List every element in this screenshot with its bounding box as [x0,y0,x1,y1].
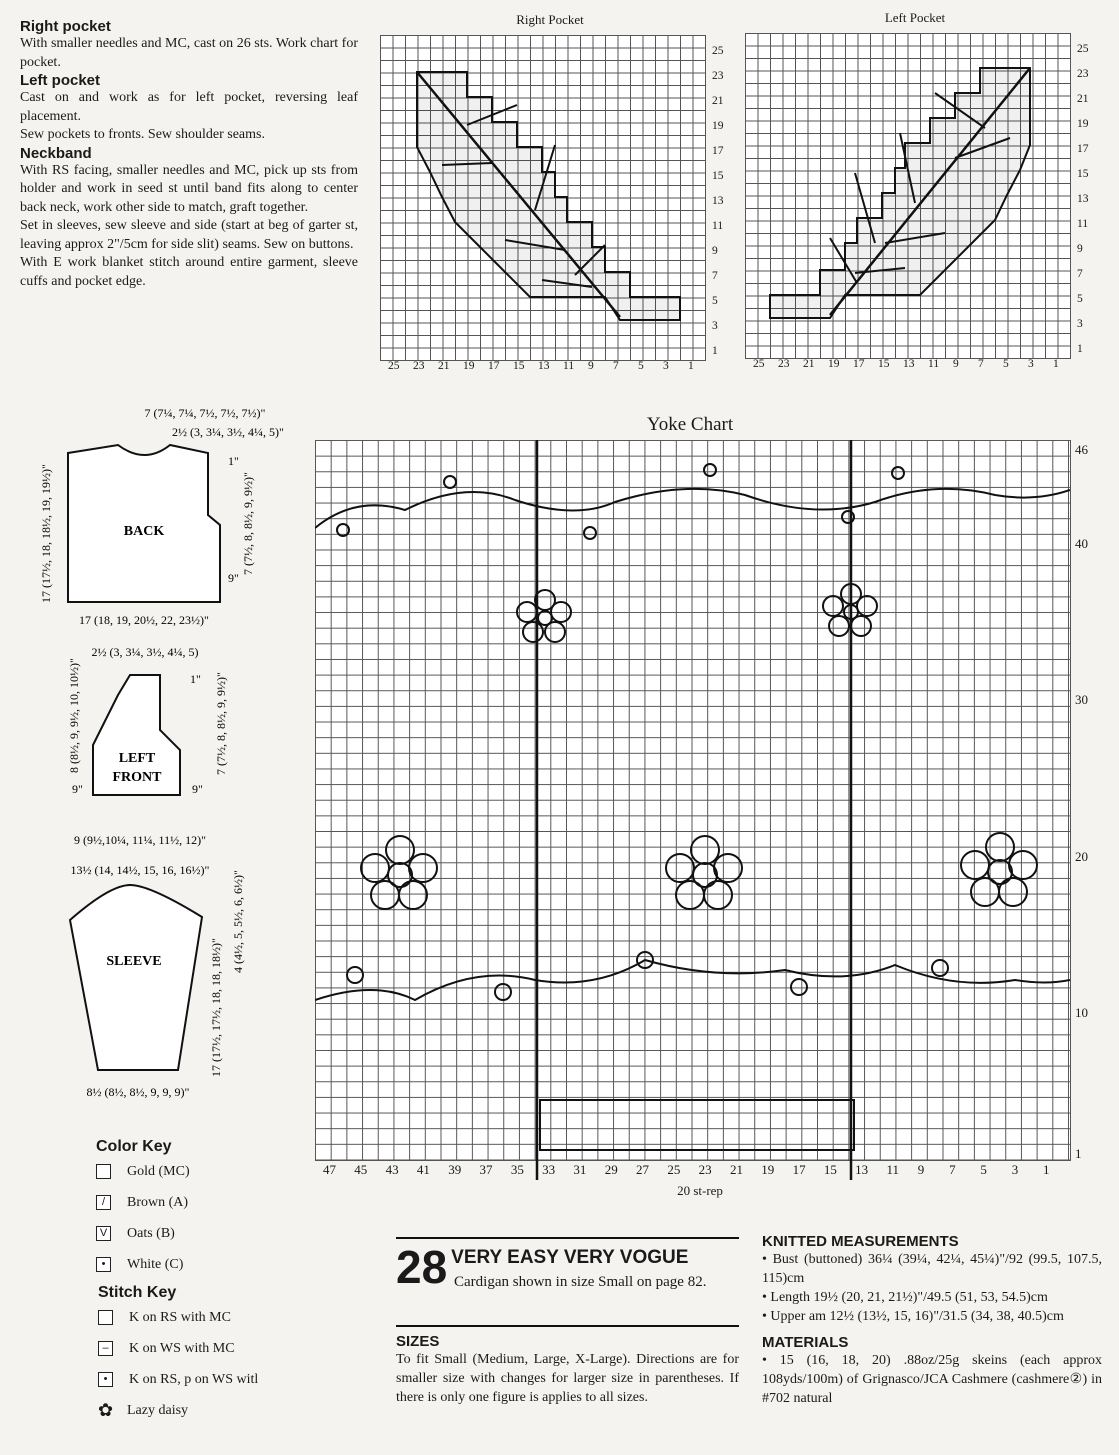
back-side: 9" [228,571,239,585]
col-label: 15 [878,358,890,370]
col-label: 7 [613,360,619,372]
col-label: 13 [903,358,915,370]
color-key-item [96,1187,336,1218]
col-label: 39 [448,1162,462,1177]
heading-right-pocket: Right pocket [20,18,111,35]
back-bottom-width: 17 (18, 19, 20½, 22, 23½)" [79,613,209,627]
col-label: 29 [604,1162,618,1177]
stitch-key-label: K on WS with MC [129,1340,235,1356]
col-label: 45 [354,1162,368,1177]
col-label: 9 [588,360,594,372]
col-label: 7 [978,358,984,370]
color-key-item [96,1249,336,1280]
swatch-gold [96,1164,111,1179]
stitch-key [98,1284,358,1426]
col-label: 5 [1003,358,1009,370]
col-label: 5 [980,1162,987,1177]
back-neck-width: 2½ (3, 3¼, 3½, 4¼, 5)" [172,425,284,439]
col-label: 47 [323,1162,336,1177]
front-bottom-width: 9 (9½,10¼, 11¼, 11½, 12)" [74,833,206,847]
yoke-row-labels [1073,440,1103,1170]
col-label: 25 [753,358,765,370]
col-label: 17 [488,360,500,372]
heading-left-pocket: Left pocket [20,72,101,89]
sizes-text: To fit Small (Medium, Large, X-Large). Directions are for smaller size with changes for larger size in parentheses. If there is only one figure is applies to all sizes. [396,1352,739,1405]
stitch-key-item [98,1364,358,1395]
left-pocket-leaf [745,33,1070,358]
swatch-oats: V [96,1226,111,1241]
color-key-label: Brown (A) [127,1194,189,1210]
col-label: 37 [479,1162,493,1177]
row-label: 5 [1077,293,1083,305]
row-label: 5 [712,295,718,307]
back-length: 17 (17½, 18, 18½, 19, 19½)" [39,464,53,603]
measurements-section [762,1233,1102,1408]
lazy-daisy-icon: ✿ [98,1400,114,1420]
left-pocket-chart [745,33,1070,358]
yoke-motifs [315,440,1070,1180]
row-label: 19 [712,120,724,132]
col-label: 33 [542,1162,556,1177]
col-label: 15 [823,1162,837,1177]
front-side-left: 9" [72,782,83,796]
sizes-section [396,1333,739,1407]
col-label: 31 [573,1162,587,1177]
row-label: 21 [712,95,724,107]
right-pocket-title: Right Pocket [516,12,584,27]
yoke-row-label: 20 [1075,848,1088,864]
left-pocket-col-labels [745,358,1075,374]
col-label: 19 [761,1162,775,1177]
col-label: 9 [953,358,959,370]
row-label: 1 [712,345,718,357]
row-label: 23 [712,70,724,82]
color-key-item [96,1218,336,1249]
sleeve-length: 17 (17½, 17½, 18, 18, 18½)" [209,938,223,1077]
sleeve-schematic [70,863,245,1099]
col-label: 41 [416,1162,430,1177]
col-label: 43 [385,1162,399,1177]
col-label: 19 [828,358,840,370]
col-label: 1 [1053,358,1059,370]
color-key [96,1138,336,1280]
left-pocket-title: Left Pocket [884,10,946,25]
stitch-key-label: Lazy daisy [127,1402,189,1418]
col-label: 21 [729,1162,743,1177]
pattern-rule-top [396,1237,739,1239]
back-neck-depth: 1" [228,454,239,468]
col-label: 19 [463,360,475,372]
back-label: BACK [123,524,165,539]
sleeve-label: SLEEVE [106,954,162,969]
sleeve-top-width: 13½ (14, 14½, 15, 16, 16½)" [70,863,210,877]
swatch-k-ws: – [98,1341,113,1356]
text-right-pocket: With smaller needles and MC, cast on 26 sts. Work chart for pocket. [20,36,358,70]
col-label: 23 [778,358,790,370]
col-label: 35 [510,1162,524,1177]
row-label: 15 [1077,168,1089,180]
front-label-1: LEFT [118,751,156,766]
row-label: 9 [1077,243,1083,255]
back-top-width: 7 (7¼, 7¼, 7½, 7½, 7½)" [144,406,266,420]
col-label: 17 [853,358,865,370]
instructions-column [20,18,358,291]
row-label: 17 [712,145,724,157]
front-shoulder: 2½ (3, 3¼, 3½, 4¼, 5) [91,645,199,659]
row-label: 21 [1077,93,1089,105]
row-label: 9 [712,245,718,257]
row-label: 25 [1077,43,1089,55]
sleeve-cap: 4 (4½, 5, 5½, 6, 6½)" [231,870,245,973]
swatch-k-rs [98,1310,113,1325]
col-label: 13 [538,360,550,372]
color-key-label: Oats (B) [127,1225,175,1241]
col-label: 23 [413,360,425,372]
stitch-key-label: K on RS with MC [129,1309,231,1325]
stitch-key-label: K on RS, p on WS witl [129,1371,259,1387]
color-key-title: Color Key [96,1138,172,1155]
pattern-header [396,1241,739,1293]
col-label: 3 [663,360,669,372]
right-pocket-col-labels [380,360,710,376]
heading-neckband: Neckband [20,144,92,162]
col-label: 25 [388,360,400,372]
stitch-key-item [98,1302,358,1333]
col-label: 5 [638,360,644,372]
swatch-k-rs-p-ws: • [98,1372,113,1387]
col-label: 3 [1028,358,1034,370]
right-pocket-row-labels [708,35,738,365]
row-label: 15 [712,170,724,182]
measurements-heading: KNITTED MEASUREMENTS [762,1233,959,1250]
col-label: 3 [1011,1162,1019,1177]
row-label: 25 [712,45,724,57]
right-pocket-chart [380,35,705,360]
measurement-upper-arm: • Upper am 12½ (13½, 15, 16)"/31.5 (34, 38, 40.5)cm [762,1309,1064,1324]
back-schematic [39,406,284,627]
yoke-row-label: 30 [1075,692,1088,708]
row-label: 3 [712,320,718,332]
text-neckband: With RS facing, smaller needles and MC, pick up sts from holder and work in seed st until band fits along to center back neck, work other side to match, graft together. Set in sleeves, sew sleeve and side (start at beg of garter st, leaving approx 2"/5cm for side slit) seams. Sew on buttons. With E work blanket stitch around entire garment, sleeve cuffs and pocket edge. [20,162,358,289]
left-pocket-row-labels [1073,33,1103,363]
stitch-key-item [98,1395,358,1426]
measurement-length: • Length 19½ (20, 21, 21½)"/49.5 (51, 53, 54.5)cm [762,1290,1048,1305]
col-label: 17 [792,1162,806,1177]
row-label: 11 [1077,218,1089,230]
col-label: 21 [438,360,450,372]
yoke-row-label: 40 [1075,535,1088,551]
yoke-row-label: 10 [1075,1005,1088,1021]
col-label: 13 [855,1162,869,1177]
row-label: 11 [712,220,724,232]
row-label: 1 [1077,343,1083,355]
col-label: 9 [917,1162,925,1177]
stitch-key-item [98,1333,358,1364]
col-label: 25 [667,1162,681,1177]
yoke-chart [315,440,1070,1160]
garment-schematics [30,395,315,1115]
col-label: 23 [698,1162,712,1177]
col-label: 7 [949,1162,956,1177]
col-label: 11 [928,358,940,370]
row-label: 17 [1077,143,1089,155]
col-label: 11 [563,360,575,372]
swatch-white: • [96,1257,111,1272]
materials-yarn: • 15 (16, 18, 20) .88oz/25g skeins (each approx 108yds/100m) of Grignasco/JCA Cashmere (cashmere②) in #702 natural [762,1353,1102,1406]
color-key-item [96,1156,336,1187]
row-label: 13 [712,195,724,207]
yoke-row-label: 1 [1075,1146,1082,1162]
pattern-title: VERY EASY VERY VOGUE [451,1247,689,1268]
repeat-label: 20 st-rep [660,1183,740,1199]
left-front-schematic [67,645,228,847]
measurement-bust: • Bust (buttoned) 36¼ (39¼, 42¼, 45¼)"/92 (99.5, 107.5, 115)cm [762,1252,1102,1286]
front-side-right: 9" [192,782,203,796]
yoke-col-labels [315,1162,1075,1180]
front-label-2: FRONT [112,770,162,785]
col-label: 11 [886,1162,899,1177]
materials-heading: MATERIALS [762,1334,849,1351]
col-label: 15 [513,360,525,372]
col-label: 1 [1043,1162,1050,1177]
color-key-label: White (C) [127,1256,184,1272]
row-label: 3 [1077,318,1083,330]
right-pocket-leaf [380,35,705,360]
text-left-pocket: Cast on and work as for left pocket, reversing leaf placement. Sew pockets to fronts. Sew shoulder seams. [20,90,358,142]
front-armhole: 7 (7½, 8, 8½, 9, 9½)" [214,672,228,775]
col-label: 1 [688,360,694,372]
row-label: 7 [1077,268,1083,280]
front-neck-depth: 1" [190,672,201,686]
row-label: 7 [712,270,718,282]
row-label: 19 [1077,118,1089,130]
back-armhole: 7 (7½, 8, 8½, 9, 9½)" [241,472,255,575]
color-key-label: Gold (MC) [127,1163,190,1179]
pattern-subtitle: Cardigan shown in size Small on page 82. [454,1274,707,1290]
yoke-row-label: 46 [1075,442,1088,457]
col-label: 21 [803,358,815,370]
pattern-number: 28 [396,1241,448,1293]
row-label: 23 [1077,68,1089,80]
col-label: 27 [636,1162,650,1177]
row-label: 13 [1077,193,1089,205]
sleeve-cuff: 8½ (8½, 8½, 9, 9, 9)" [86,1085,190,1099]
sizes-heading: SIZES [396,1333,440,1350]
pattern-rule-mid [396,1325,739,1327]
stitch-key-title: Stitch Key [98,1284,177,1301]
swatch-brown: / [96,1195,111,1210]
yoke-chart-title: Yoke Chart [646,414,734,435]
front-length: 8 (8½, 9, 9½, 10, 10½)" [67,658,81,773]
